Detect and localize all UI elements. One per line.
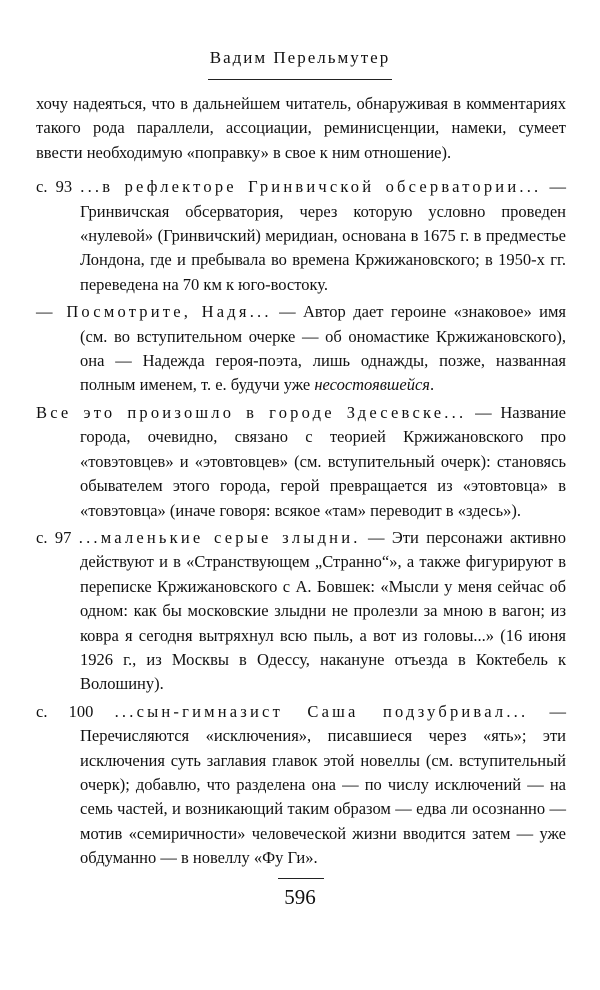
lemma: ...маленькие серые злыдни. (78, 527, 361, 547)
intro-paragraph: хочу надеяться, что в дальнейшем читатель, обнаруживая в комментариях такого рода параллели, ассоциации, реминисценции, намеки, сумеет ввести необходимую «поправку» в свое к ним отношение). (36, 94, 566, 162)
commentary-entry (36, 526, 566, 697)
commentary-text: — Перечисляются «исключения», писавшиеся через «ять»; эти исключения суть заглавия главок этой новеллы (см. вступительный очерк); добавлю, что разделена она — по числу исключений — на семь частей, и возникающий таким образом — едва ли осознанно — мотив «семиричности» человеческой жизни вводится затем — уже обдуманно — в новеллу «Фу Ги». (80, 701, 566, 868)
header-rule (208, 79, 392, 80)
page-number: 596 (284, 885, 316, 909)
lemma: Все это произошло в городе Здесевске... (36, 402, 467, 422)
page-body (36, 92, 566, 874)
page-reference: с. 97 (36, 527, 79, 547)
commentary-entry (36, 175, 566, 297)
commentary-tail: . (429, 375, 435, 395)
commentary-entry (36, 700, 566, 871)
page-reference: с. 93 (36, 177, 81, 197)
commentary-text: — Автор дает героине «знаковое» имя (см. во вступительном очерке — об ономастике Кржижановского), она — Надежда героя-поэта, лишь однажды, позже, названная полным именем, т. е. будучи уже (80, 302, 567, 395)
page-reference: с. 100 (36, 701, 115, 721)
commentary-entry (36, 401, 566, 523)
footer-rule (278, 878, 324, 879)
lemma: — Посмотрите, Надя... (36, 302, 272, 322)
commentary-text: — Эти персонажи активно действуют и в «Странствующем „Странно“», а также фигурируют в переписке Кржижановского с А. Бовшек: «Мысли у меня сейчас об одном: как бы московские злыдни не пролезли за мною в вагон; из ковра я сегодня вытряхнул всю пыль, а вот из головы...» (16 июня 1926 г., из Москвы в Одессу, накануне отъезда в Коктебель к Волошину). (80, 527, 567, 694)
lemma: ...в рефлекторе Гринвичской обсерватории... (80, 177, 542, 197)
lemma: ...сын-гимназист Саша подзубривал... (114, 701, 529, 721)
running-header: Вадим Перельмутер (209, 48, 391, 67)
commentary-text: — Название города, очевидно, связано с теорией Кржижановского про «товэтовцев» и «этовтовцев» (см. вступительный очерк): становясь обывателем этого города, герой превращается из «этовтовца» в «товэтовца» (иначе говоря: всякое «там» переводит в «здесь»). (80, 402, 567, 520)
commentary-text: — Гринвичская обсерватория, через которую условно проведен «нулевой» (Гринвичский) меридиан, основана в 1675 г. в предместье Лондона, где и пребывала во времена Кржижановского; в 1950-х гг. переведена на 70 км к юго-востоку. (80, 177, 566, 294)
italic-term: несостоявшейся (314, 375, 430, 395)
commentary-entry (36, 300, 566, 398)
